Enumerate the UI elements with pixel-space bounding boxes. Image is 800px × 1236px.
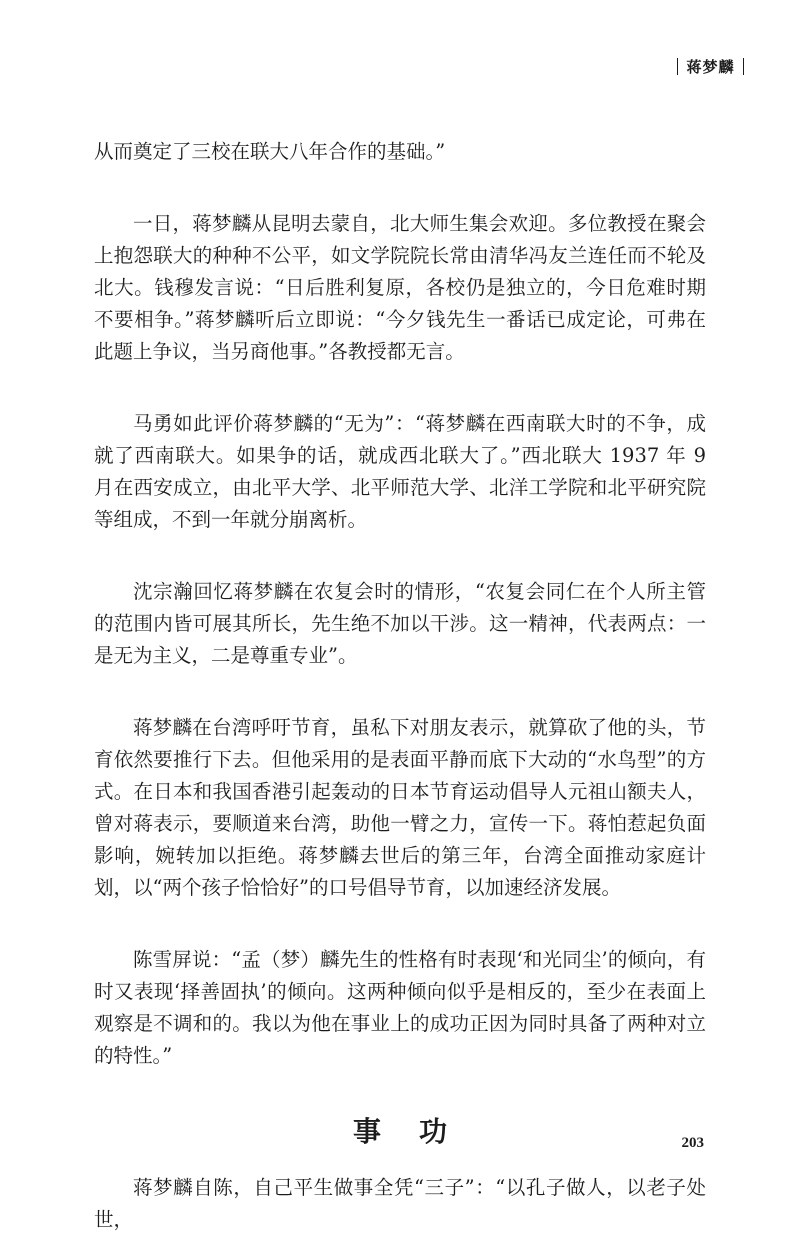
paragraph-shen-zonghan: 沈宗瀚回忆蒋梦麟在农复会时的情形，“农复会同仁在个人所主管的范围内皆可展其所长，先生绝不加以干涉。这一精神，代表两点：一是无为主义，二是尊重专业”。 bbox=[94, 580, 706, 667]
running-header bbox=[669, 56, 752, 77]
section-title: 事功 bbox=[352, 1115, 485, 1148]
paragraph-ma-yong: 马勇如此评价蒋梦麟的“无为”：“蒋梦麟在西南联大时的不争，成就了西南联大。如果争的话，就成西北联大了。”西北联大 1937 年 9 月在西安成立，由北平大学、北平师范大学、北洋工学院和北平研究院等组成，不到一年就分崩离析。 bbox=[94, 412, 706, 531]
header-right-rule bbox=[743, 58, 745, 75]
paragraph-mengzi-visit: 一日，蒋梦麟从昆明去蒙自，北大师生集会欢迎。多位教授在聚会上抱怨联大的种种不公平，如文学院院长常由清华冯友兰连任而不轮及北大。钱穆发言说：“日后胜利复原，各校仍是独立的，今日危难时期不要相争。”蒋梦麟听后立即说：“今夕钱先生一番话已成定论，可弗在此题上争议，当另商他事。”各教授都无言。 bbox=[94, 212, 706, 363]
page-number: 203 bbox=[681, 1135, 704, 1151]
paragraph-chen-xueping: 陈雪屏说：“孟（梦）麟先生的性格有时表现‘和光同尘’的倾向，有时又表现‘择善固执’的倾向。这两种倾向似乎是相反的，至少在表面上观察是不调和的。我以为他在事业上的成功正因为同时具备了两种对立的特性。” bbox=[94, 948, 706, 1067]
header-left-rule bbox=[677, 58, 679, 75]
running-title: 蒋梦麟 bbox=[686, 58, 735, 76]
paragraph-three-masters: 蒋梦麟自陈，自己平生做事全凭“三子”：“以孔子做人，以老子处世， bbox=[94, 1176, 706, 1231]
paragraph-continuation: 从而奠定了三校在联大八年合作的基础。” bbox=[94, 140, 446, 163]
page-body bbox=[94, 136, 706, 1236]
paragraph-birth-control: 蒋梦麟在台湾呼吁节育，虽私下对朋友表示，就算砍了他的头，节育依然要推行下去。但他采用的是表面平静而底下大动的“水鸟型”的方式。在日本和我国香港引起轰动的日本节育运动倡导人元祖山额夫人，曾对蒋表示，要顺道来台湾，助他一臂之力，宣传一下。蒋怕惹起负面影响，婉转加以拒绝。蒋梦麟去世后的第三年，台湾全面推动家庭计划，以“两个孩子恰恰好”的口号倡导节育，以加速经济发展。 bbox=[94, 716, 706, 899]
